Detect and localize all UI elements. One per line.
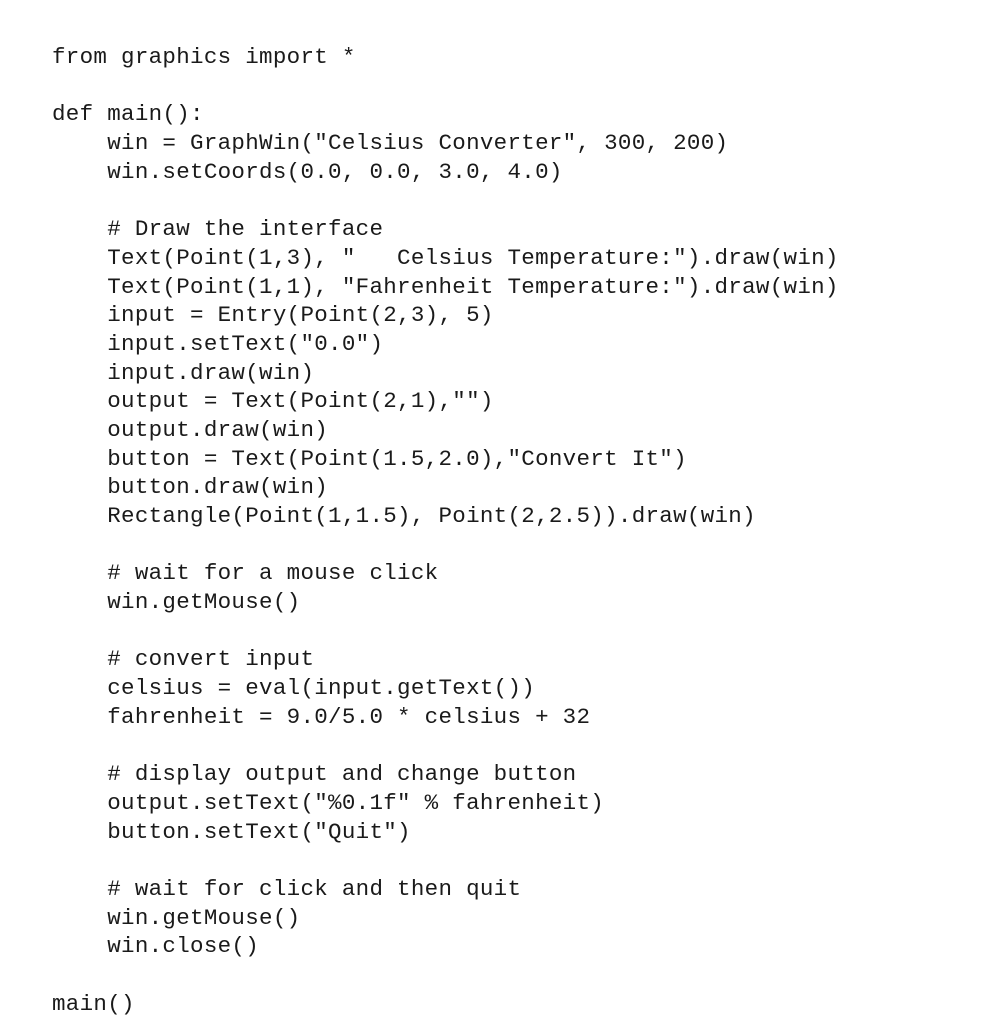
code-comment: # wait for a mouse click [52, 560, 439, 587]
code-line: Rectangle(Point(1,1.5), Point(2,2.5)).draw(win) [52, 503, 756, 529]
code-line: input = Entry(Point(2,3), 5) [52, 302, 494, 329]
code-line: input.draw(win) [52, 359, 315, 386]
code-line: fahrenheit = 9.0/5.0 * celsius + 32 [52, 703, 591, 730]
code-line: button.setText("Quit") [52, 818, 411, 845]
code-line: win.close() [52, 933, 260, 960]
code-line: win = GraphWin("Celsius Converter", 300, 200) [52, 130, 729, 157]
code-line: button = Text(Point(1.5,2.0),"Convert It") [52, 445, 687, 472]
code-line [52, 846, 972, 875]
code-comment: # Draw the interface [52, 216, 384, 243]
code-line: from graphics import * [52, 44, 356, 70]
code-line: win.getMouse() [52, 904, 301, 931]
code-comment: # convert input [52, 646, 315, 673]
code-line: celsius = eval(input.getText()) [52, 675, 536, 702]
code-line [52, 72, 972, 101]
code-line: input.setText("0.0") [52, 330, 384, 357]
code-line [52, 961, 972, 990]
code-line [52, 186, 972, 215]
code-line [52, 531, 972, 560]
code-line: button.draw(win) [52, 474, 329, 501]
code-comment: # display output and change button [52, 761, 577, 788]
code-line: output = Text(Point(2,1),"") [52, 388, 494, 415]
code-line: Text(Point(1,1), "Fahrenheit Temperature:").draw(win) [52, 273, 839, 300]
code-line: main() [52, 990, 135, 1017]
code-line: output.setText("%0.1f" % fahrenheit) [52, 789, 605, 816]
code-line: Text(Point(1,3), " Celsius Temperature:").draw(win) [52, 244, 839, 271]
code-line [52, 732, 972, 761]
code-line: output.draw(win) [52, 416, 329, 443]
code-line: win.getMouse() [52, 589, 301, 616]
code-line [52, 617, 972, 646]
code-line: win.setCoords(0.0, 0.0, 3.0, 4.0) [52, 158, 563, 185]
code-comment: # wait for click and then quit [52, 875, 522, 902]
code-line: def main(): [52, 101, 204, 128]
code-listing [52, 43, 972, 1018]
